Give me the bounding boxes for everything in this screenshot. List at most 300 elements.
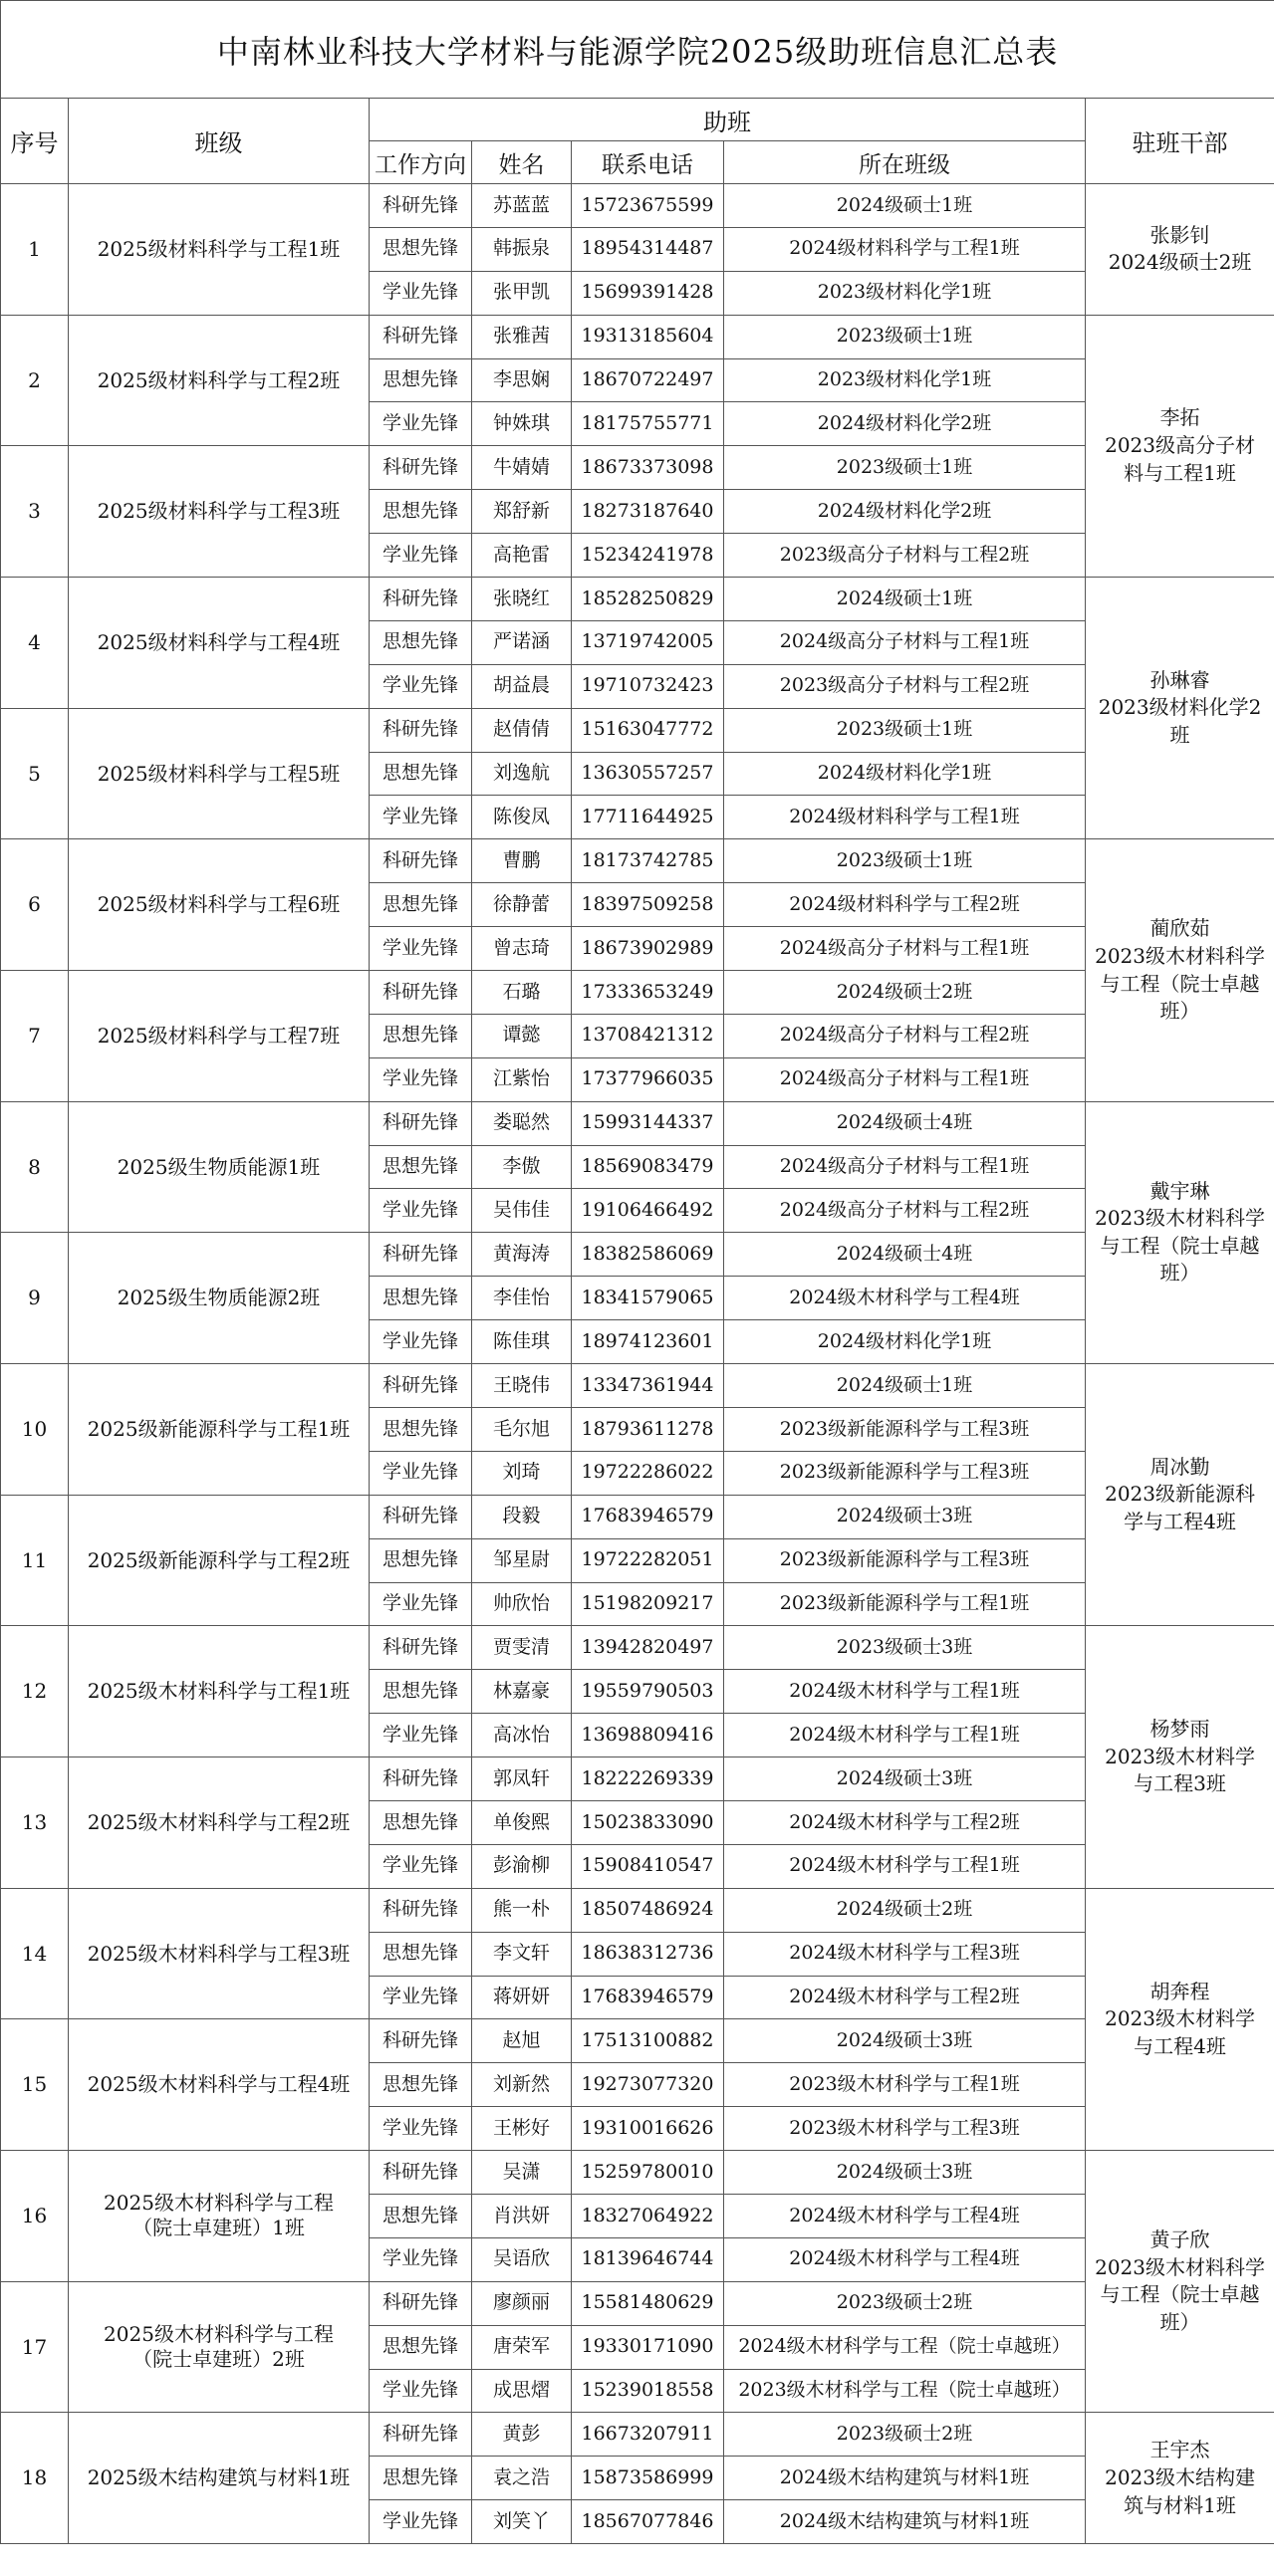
- work-direction: 学业先锋: [370, 1451, 472, 1495]
- assistant-name: 刘笑丫: [472, 2500, 572, 2544]
- current-class: 2023级硕士1班: [724, 315, 1086, 358]
- row-index: 17: [1, 2281, 69, 2413]
- cadre-name: 王宇杰: [1149, 2438, 1210, 2462]
- cadre-name: 张影钊: [1149, 222, 1210, 247]
- current-class: 2024级高分子材料与工程1班: [724, 927, 1086, 971]
- class-name: 2025级木材料科学与工程1班: [87, 1679, 351, 1704]
- work-direction: 学业先锋: [370, 2369, 472, 2413]
- phone-number: 13719742005: [572, 620, 724, 664]
- assistant-name: 娄聪然: [472, 1101, 572, 1145]
- phone-number: 18974123601: [572, 1320, 724, 1364]
- class-name-cell: [69, 2413, 370, 2544]
- cadre-class-line: 班）: [1159, 2309, 1200, 2334]
- class-name: 2025级材料科学与工程5班: [97, 761, 341, 786]
- work-direction: 学业先锋: [370, 664, 472, 708]
- row-index: 11: [1, 1495, 69, 1626]
- assistant-name: 刘逸航: [472, 752, 572, 796]
- work-direction: 学业先锋: [370, 1057, 472, 1101]
- table-row: [1, 2413, 1274, 2457]
- current-class: 2023级木材科学与工程3班: [724, 2107, 1086, 2151]
- work-direction: 学业先锋: [370, 534, 472, 578]
- current-class: 2024级木结构建筑与材料1班: [724, 2500, 1086, 2544]
- row-index: 12: [1, 1626, 69, 1757]
- phone-number: 13942820497: [572, 1626, 724, 1670]
- page-title: 中南林业科技大学材料与能源学院2025级助班信息汇总表: [1, 1, 1274, 99]
- cadre-name: 黄子欣: [1149, 2227, 1210, 2252]
- assistant-name: 韩振泉: [472, 227, 572, 271]
- dept-cadre-cell: [1086, 184, 1274, 316]
- work-direction: 学业先锋: [370, 927, 472, 971]
- work-direction: 科研先锋: [370, 2151, 472, 2195]
- assistant-name: 江紫怡: [472, 1057, 572, 1101]
- current-class: 2023级新能源科学与工程1班: [724, 1582, 1086, 1626]
- phone-number: 15198209217: [572, 1582, 724, 1626]
- phone-number: 19559790503: [572, 1670, 724, 1714]
- assistant-name: 张雅茜: [472, 315, 572, 358]
- assistant-name: 徐静蕾: [472, 883, 572, 927]
- current-class: 2024级材料化学2班: [724, 490, 1086, 534]
- class-name: 2025级新能源科学与工程1班: [87, 1416, 351, 1441]
- row-index: 8: [1, 1101, 69, 1233]
- phone-number: 18175755771: [572, 402, 724, 446]
- work-direction: 学业先锋: [370, 796, 472, 839]
- current-class: 2024级材料科学与工程1班: [724, 227, 1086, 271]
- assistant-name: 王晓伟: [472, 1364, 572, 1408]
- assistant-name: 郑舒新: [472, 490, 572, 534]
- assistant-name: 郭凤轩: [472, 1757, 572, 1801]
- cadre-class-line: 2023级材料化学2: [1098, 695, 1262, 720]
- class-name-cell: [69, 971, 370, 1102]
- phone-number: 13698809416: [572, 1714, 724, 1757]
- class-name: 2025级木材料科学与工程: [104, 2322, 334, 2347]
- assistant-name: 赵倩倩: [472, 708, 572, 752]
- current-class: 2024级木材科学与工程1班: [724, 1844, 1086, 1888]
- current-class: 2024级硕士3班: [724, 2019, 1086, 2063]
- phone-number: 18670722497: [572, 358, 724, 402]
- phone-number: 15023833090: [572, 1800, 724, 1844]
- cadre-class-line: 2023级木材料学: [1105, 2006, 1255, 2031]
- phone-number: 15873586999: [572, 2457, 724, 2500]
- table-row: [1, 971, 1274, 1015]
- table-body: [1, 184, 1274, 2544]
- work-direction: 科研先锋: [370, 708, 472, 752]
- row-index: 3: [1, 446, 69, 578]
- phone-number: 17711644925: [572, 796, 724, 839]
- work-direction: 科研先锋: [370, 839, 472, 883]
- current-class: 2024级硕士2班: [724, 971, 1086, 1015]
- assistant-name: 牛婧婧: [472, 446, 572, 490]
- work-direction: 科研先锋: [370, 1626, 472, 1670]
- current-class: 2023级材料化学1班: [724, 358, 1086, 402]
- work-direction: 科研先锋: [370, 1101, 472, 1145]
- assistant-name: 吴潇: [472, 2151, 572, 2195]
- class-name: 2025级材料科学与工程7班: [97, 1023, 341, 1048]
- table-row: [1, 2019, 1274, 2063]
- assistant-name: 陈佳琪: [472, 1320, 572, 1364]
- phone-number: 18567077846: [572, 2500, 724, 2544]
- assistant-name: 毛尔旭: [472, 1407, 572, 1451]
- row-index: 13: [1, 1757, 69, 1889]
- assistant-name: 贾雯清: [472, 1626, 572, 1670]
- phone-number: 17683946579: [572, 1495, 724, 1538]
- row-index: 10: [1, 1364, 69, 1496]
- phone-number: 15908410547: [572, 1844, 724, 1888]
- assistant-name: 钟姝琪: [472, 402, 572, 446]
- current-class: 2024级材料科学与工程2班: [724, 883, 1086, 927]
- header-phone: 联系电话: [572, 141, 724, 184]
- cadre-class-line: 与工程（院士卓越: [1100, 2282, 1260, 2307]
- current-class: 2023级新能源科学与工程3班: [724, 1451, 1086, 1495]
- work-direction: 思想先锋: [370, 358, 472, 402]
- current-class: 2024级木材科学与工程4班: [724, 2194, 1086, 2237]
- header-name: 姓名: [472, 141, 572, 184]
- phone-number: 18528250829: [572, 578, 724, 621]
- work-direction: 思想先锋: [370, 2457, 472, 2500]
- header-assistant-group: 助班: [370, 99, 1086, 141]
- work-direction: 科研先锋: [370, 971, 472, 1015]
- current-class: 2024级硕士1班: [724, 578, 1086, 621]
- cadre-class-line: 筑与材料1班: [1124, 2492, 1236, 2517]
- class-name-cell: [69, 1364, 370, 1496]
- class-name: 2025级木材料科学与工程2班: [87, 1809, 351, 1834]
- work-direction: 科研先锋: [370, 1495, 472, 1538]
- work-direction: 思想先锋: [370, 1145, 472, 1189]
- phone-number: 18673902989: [572, 927, 724, 971]
- work-direction: 思想先锋: [370, 1538, 472, 1582]
- current-class: 2024级硕士2班: [724, 1888, 1086, 1932]
- current-class: 2024级硕士1班: [724, 184, 1086, 228]
- row-index: 1: [1, 184, 69, 316]
- current-class: 2024级硕士1班: [724, 1364, 1086, 1408]
- header-direction: 工作方向: [370, 141, 472, 184]
- phone-number: 19330171090: [572, 2325, 724, 2369]
- current-class: 2024级硕士3班: [724, 1757, 1086, 1801]
- current-class: 2023级硕士1班: [724, 839, 1086, 883]
- row-index: 7: [1, 971, 69, 1102]
- assistant-name: 高冰怡: [472, 1714, 572, 1757]
- work-direction: 思想先锋: [370, 752, 472, 796]
- assistant-name: 曾志琦: [472, 927, 572, 971]
- dept-cadre-cell: [1086, 2413, 1274, 2544]
- assistant-name: 廖颜丽: [472, 2281, 572, 2325]
- assistant-name: 曹鹏: [472, 839, 572, 883]
- work-direction: 学业先锋: [370, 1844, 472, 1888]
- phone-number: 15723675599: [572, 184, 724, 228]
- phone-number: 19722282051: [572, 1538, 724, 1582]
- work-direction: 科研先锋: [370, 1757, 472, 1801]
- row-index: 4: [1, 578, 69, 709]
- work-direction: 思想先锋: [370, 490, 472, 534]
- phone-number: 19273077320: [572, 2063, 724, 2107]
- header-dept-cadre: 驻班干部: [1086, 99, 1274, 184]
- phone-number: 17377966035: [572, 1057, 724, 1101]
- row-index: 14: [1, 1888, 69, 2019]
- assistant-name: 蒋妍妍: [472, 1976, 572, 2019]
- assistant-name: 黄海涛: [472, 1233, 572, 1277]
- work-direction: 思想先锋: [370, 883, 472, 927]
- class-name: 2025级材料科学与工程2班: [97, 367, 341, 392]
- assistant-name: 袁之浩: [472, 2457, 572, 2500]
- assistant-name: 王彬好: [472, 2107, 572, 2151]
- class-name-cell: [69, 1233, 370, 1364]
- dept-cadre-cell: [1086, 1626, 1274, 1888]
- phone-number: 18173742785: [572, 839, 724, 883]
- table-row: [1, 2281, 1274, 2325]
- table-row: [1, 1233, 1274, 1277]
- assistant-name: 赵旭: [472, 2019, 572, 2063]
- current-class: 2023级材料化学1班: [724, 271, 1086, 315]
- current-class: 2024级木材科学与工程4班: [724, 2237, 1086, 2281]
- cadre-class-line: 与工程3班: [1134, 1771, 1226, 1796]
- dept-cadre-cell: [1086, 578, 1274, 839]
- cadre-name: 李拓: [1159, 405, 1200, 430]
- cadre-class-line: 2023级新能源科: [1105, 1482, 1255, 1507]
- current-class: 2024级硕士4班: [724, 1233, 1086, 1277]
- row-index: 9: [1, 1233, 69, 1364]
- phone-number: 19106466492: [572, 1189, 724, 1233]
- phone-number: 15259780010: [572, 2151, 724, 2195]
- dept-cadre-cell: [1086, 1888, 1274, 2150]
- assistant-name: 成思熠: [472, 2369, 572, 2413]
- current-class: 2024级木材科学与工程2班: [724, 1976, 1086, 2019]
- current-class: 2024级木材科学与工程1班: [724, 1714, 1086, 1757]
- assistant-name: 熊一朴: [472, 1888, 572, 1932]
- assistant-name: 吴语欣: [472, 2237, 572, 2281]
- work-direction: 科研先锋: [370, 2413, 472, 2457]
- cadre-class-line: 与工程（院士卓越: [1100, 971, 1260, 996]
- phone-number: 13630557257: [572, 752, 724, 796]
- work-direction: 思想先锋: [370, 620, 472, 664]
- table-row: [1, 1495, 1274, 1538]
- work-direction: 学业先锋: [370, 1714, 472, 1757]
- assistant-name: 黄彭: [472, 2413, 572, 2457]
- assistant-name: 李文轩: [472, 1932, 572, 1976]
- assistant-name: 谭懿: [472, 1014, 572, 1057]
- phone-number: 15234241978: [572, 534, 724, 578]
- assistant-name: 帅欣怡: [472, 1582, 572, 1626]
- class-name: 2025级木结构建筑与材料1班: [87, 2465, 351, 2490]
- class-name-cell: [69, 1495, 370, 1626]
- current-class: 2024级木材科学与工程1班: [724, 1670, 1086, 1714]
- work-direction: 科研先锋: [370, 1888, 472, 1932]
- work-direction: 学业先锋: [370, 402, 472, 446]
- work-direction: 科研先锋: [370, 1364, 472, 1408]
- class-name-cell: [69, 2151, 370, 2282]
- current-class: 2024级木材科学与工程3班: [724, 1932, 1086, 1976]
- class-name-cell: [69, 1888, 370, 2019]
- work-direction: 思想先锋: [370, 2194, 472, 2237]
- phone-number: 15699391428: [572, 271, 724, 315]
- current-class: 2024级木材科学与工程2班: [724, 1800, 1086, 1844]
- assistant-name: 李傲: [472, 1145, 572, 1189]
- phone-number: 19722286022: [572, 1451, 724, 1495]
- work-direction: 思想先锋: [370, 1014, 472, 1057]
- cadre-name: 周冰勤: [1149, 1454, 1210, 1479]
- assistant-name: 吴伟佳: [472, 1189, 572, 1233]
- work-direction: 科研先锋: [370, 446, 472, 490]
- phone-number: 17333653249: [572, 971, 724, 1015]
- assistant-name: 石璐: [472, 971, 572, 1015]
- assistant-name: 唐荣军: [472, 2325, 572, 2369]
- current-class: 2024级硕士4班: [724, 1101, 1086, 1145]
- phone-number: 13347361944: [572, 1364, 724, 1408]
- work-direction: 思想先锋: [370, 1670, 472, 1714]
- phone-number: 18382586069: [572, 1233, 724, 1277]
- phone-number: 18327064922: [572, 2194, 724, 2237]
- assistant-name: 张甲凯: [472, 271, 572, 315]
- work-direction: 学业先锋: [370, 1189, 472, 1233]
- dept-cadre-cell: [1086, 315, 1274, 577]
- work-direction: 思想先锋: [370, 1407, 472, 1451]
- work-direction: 科研先锋: [370, 578, 472, 621]
- table-row: [1, 708, 1274, 752]
- cadre-class-line: 与工程（院士卓越: [1100, 1233, 1260, 1258]
- phone-number: 17683946579: [572, 1976, 724, 2019]
- class-name-cell: [69, 184, 370, 316]
- class-name: 2025级材料科学与工程1班: [97, 236, 341, 261]
- phone-number: 15239018558: [572, 2369, 724, 2413]
- row-index: 2: [1, 315, 69, 446]
- table-row: [1, 578, 1274, 621]
- assistant-name: 林嘉豪: [472, 1670, 572, 1714]
- class-name-cell: [69, 2019, 370, 2151]
- work-direction: 科研先锋: [370, 1233, 472, 1277]
- class-name: 2025级木材料科学与工程4班: [87, 2072, 351, 2097]
- class-name-cell: [69, 1626, 370, 1757]
- phone-number: 19313185604: [572, 315, 724, 358]
- assistant-name: 李思娴: [472, 358, 572, 402]
- phone-number: 18673373098: [572, 446, 724, 490]
- class-name: 2025级材料科学与工程6班: [97, 892, 341, 917]
- phone-number: 13708421312: [572, 1014, 724, 1057]
- current-class: 2024级高分子材料与工程2班: [724, 1189, 1086, 1233]
- work-direction: 思想先锋: [370, 2325, 472, 2369]
- cadre-class-line: 2023级木材料科学: [1095, 1206, 1265, 1231]
- current-class: 2023级新能源科学与工程3班: [724, 1538, 1086, 1582]
- class-name-cell: [69, 315, 370, 446]
- current-class: 2024级材料化学1班: [724, 752, 1086, 796]
- current-class: 2024级木材科学与工程（院士卓越班）: [724, 2325, 1086, 2369]
- assistant-name: 胡益晨: [472, 664, 572, 708]
- header-class: 班级: [69, 99, 370, 184]
- work-direction: 学业先锋: [370, 2107, 472, 2151]
- cadre-name: 戴宇琳: [1149, 1178, 1210, 1203]
- work-direction: 学业先锋: [370, 2500, 472, 2544]
- row-index: 15: [1, 2019, 69, 2151]
- phone-number: 18273187640: [572, 490, 724, 534]
- cadre-class-line: 料与工程1班: [1124, 460, 1236, 485]
- assistant-name: 严诺涵: [472, 620, 572, 664]
- assistant-name: 苏蓝蓝: [472, 184, 572, 228]
- current-class: 2024级材料化学2班: [724, 402, 1086, 446]
- assistant-name: 张晓红: [472, 578, 572, 621]
- class-name: 2025级生物质能源2班: [117, 1286, 321, 1310]
- cadre-name: 孙琳睿: [1149, 667, 1210, 692]
- class-name-cell: [69, 2281, 370, 2413]
- current-class: 2024级高分子材料与工程1班: [724, 1057, 1086, 1101]
- class-name: 2025级新能源科学与工程2班: [87, 1547, 351, 1572]
- work-direction: 思想先锋: [370, 1277, 472, 1320]
- row-index: 5: [1, 708, 69, 839]
- assistant-name: 李佳怡: [472, 1277, 572, 1320]
- class-name-suffix: （院士卓建班）2班: [132, 2347, 305, 2372]
- current-class: 2023级硕士1班: [724, 708, 1086, 752]
- assistant-name: 段毅: [472, 1495, 572, 1538]
- row-index: 18: [1, 2413, 69, 2544]
- class-name-cell: [69, 1757, 370, 1889]
- work-direction: 思想先锋: [370, 227, 472, 271]
- current-class: 2024级高分子材料与工程2班: [724, 1014, 1086, 1057]
- work-direction: 思想先锋: [370, 1800, 472, 1844]
- phone-number: 18569083479: [572, 1145, 724, 1189]
- cadre-name: 蔺欣茹: [1149, 916, 1210, 941]
- current-class: 2024级硕士3班: [724, 1495, 1086, 1538]
- class-name: 2025级木材料科学与工程: [104, 2191, 334, 2216]
- current-class: 2023级高分子材料与工程2班: [724, 664, 1086, 708]
- current-class: 2024级木材科学与工程4班: [724, 1277, 1086, 1320]
- dept-cadre-cell: [1086, 2151, 1274, 2413]
- assistant-name: 彭渝柳: [472, 1844, 572, 1888]
- dept-cadre-cell: [1086, 1364, 1274, 1626]
- current-class: 2024级材料化学1班: [724, 1320, 1086, 1364]
- cadre-class-line: 学与工程4班: [1124, 1510, 1236, 1534]
- assistant-name: 单俊熙: [472, 1800, 572, 1844]
- work-direction: 学业先锋: [370, 1582, 472, 1626]
- phone-number: 19710732423: [572, 664, 724, 708]
- current-class: 2023级高分子材料与工程2班: [724, 534, 1086, 578]
- phone-number: 18139646744: [572, 2237, 724, 2281]
- class-name: 2025级材料科学与工程4班: [97, 629, 341, 654]
- phone-number: 18341579065: [572, 1277, 724, 1320]
- class-name-cell: [69, 839, 370, 971]
- cadre-class-line: 班: [1169, 722, 1190, 747]
- row-index: 16: [1, 2151, 69, 2282]
- assistant-name: 肖洪妍: [472, 2194, 572, 2237]
- table-row: [1, 1364, 1274, 1408]
- current-class: 2023级硕士1班: [724, 446, 1086, 490]
- current-class: 2023级硕士2班: [724, 2413, 1086, 2457]
- phone-number: 18507486924: [572, 1888, 724, 1932]
- cadre-class-line: 与工程4班: [1134, 2033, 1226, 2058]
- cadre-class-line: 班）: [1159, 1261, 1200, 1286]
- row-index: 6: [1, 839, 69, 971]
- cadre-class-line: 2023级木结构建: [1105, 2464, 1255, 2489]
- work-direction: 科研先锋: [370, 2019, 472, 2063]
- table-row: [1, 1101, 1274, 1145]
- header-current-class: 所在班级: [724, 141, 1086, 184]
- work-direction: 思想先锋: [370, 1932, 472, 1976]
- table-row: [1, 1626, 1274, 1670]
- table-row: [1, 1757, 1274, 1801]
- work-direction: 学业先锋: [370, 2237, 472, 2281]
- assistant-name: 刘琦: [472, 1451, 572, 1495]
- current-class: 2023级木材科学与工程1班: [724, 2063, 1086, 2107]
- dept-cadre-cell: [1086, 1101, 1274, 1363]
- table-row: [1, 839, 1274, 883]
- phone-number: 15163047772: [572, 708, 724, 752]
- assistant-name: 陈俊凤: [472, 796, 572, 839]
- work-direction: 科研先锋: [370, 2281, 472, 2325]
- dept-cadre-cell: [1086, 839, 1274, 1101]
- work-direction: 学业先锋: [370, 1320, 472, 1364]
- phone-number: 15993144337: [572, 1101, 724, 1145]
- cadre-name: 胡奔程: [1149, 1979, 1210, 2003]
- class-name-cell: [69, 578, 370, 709]
- work-direction: 学业先锋: [370, 1976, 472, 2019]
- cadre-class-line: 2023级木材料科学: [1095, 943, 1265, 968]
- cadre-class-line: 2023级高分子材: [1105, 433, 1255, 458]
- table-row: [1, 2151, 1274, 2195]
